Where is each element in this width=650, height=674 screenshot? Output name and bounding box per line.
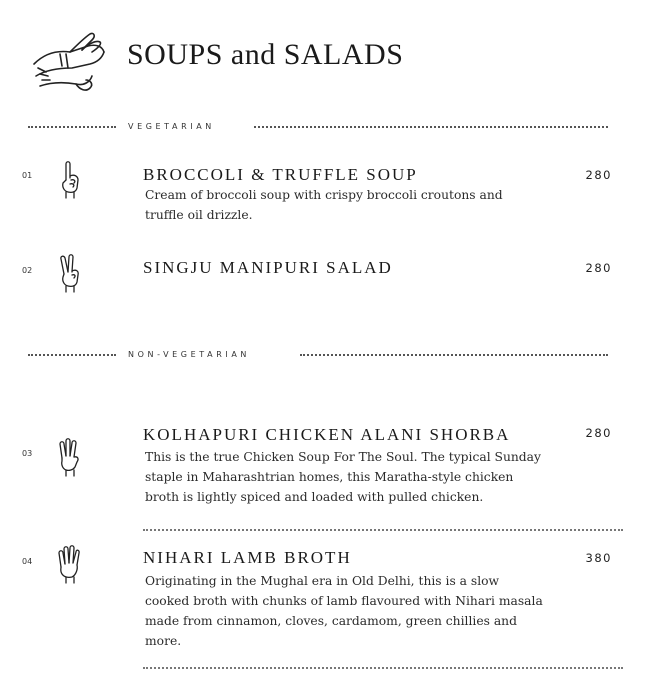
hands-crossed-fingers-icon (30, 24, 112, 96)
hand-four-fingers-icon (54, 545, 84, 585)
section-label-vegetarian: VEGETARIAN (128, 122, 215, 131)
item-name: KOLHAPURI CHICKEN ALANI SHORBA (143, 425, 511, 444)
hand-one-finger-icon (54, 160, 84, 200)
item-number: 04 (22, 557, 33, 566)
hand-three-fingers-icon (54, 438, 84, 478)
item-price: 280 (585, 168, 612, 182)
hand-two-fingers-icon (54, 254, 84, 294)
item-description: This is the true Chicken Soup For The Soul. The typical Sunday staple in Maharashtrian homes, this Maratha-style chicken broth is lightly spiced and loaded with pulled chicken. (145, 450, 541, 504)
item-number: 01 (22, 171, 33, 180)
item-description: Originating in the Mughal era in Old Delhi, this is a slow cooked broth with chunks of lamb flavoured with Nihari masala made from cinnamon, cloves, cardamom, green chillies and more. (145, 574, 543, 648)
section-divider-non-vegetarian (28, 349, 608, 361)
item-description: Cream of broccoli soup with crispy broccoli croutons and truffle oil drizzle. (145, 188, 503, 222)
item-name: NIHARI LAMB BROTH (143, 548, 352, 567)
item-number: 03 (22, 449, 33, 458)
item-separator (143, 667, 623, 669)
section-divider-vegetarian (28, 121, 608, 133)
item-separator (143, 529, 623, 531)
item-price: 280 (585, 261, 612, 275)
item-name: BROCCOLI & TRUFFLE SOUP (143, 165, 418, 184)
page-title: SOUPS and SALADS (127, 38, 404, 71)
section-label-non-vegetarian: NON-VEGETARIAN (128, 350, 250, 359)
item-price: 380 (585, 551, 612, 565)
item-price: 280 (585, 426, 612, 440)
item-name: SINGJU MANIPURI SALAD (143, 258, 393, 277)
item-number: 02 (22, 266, 33, 275)
